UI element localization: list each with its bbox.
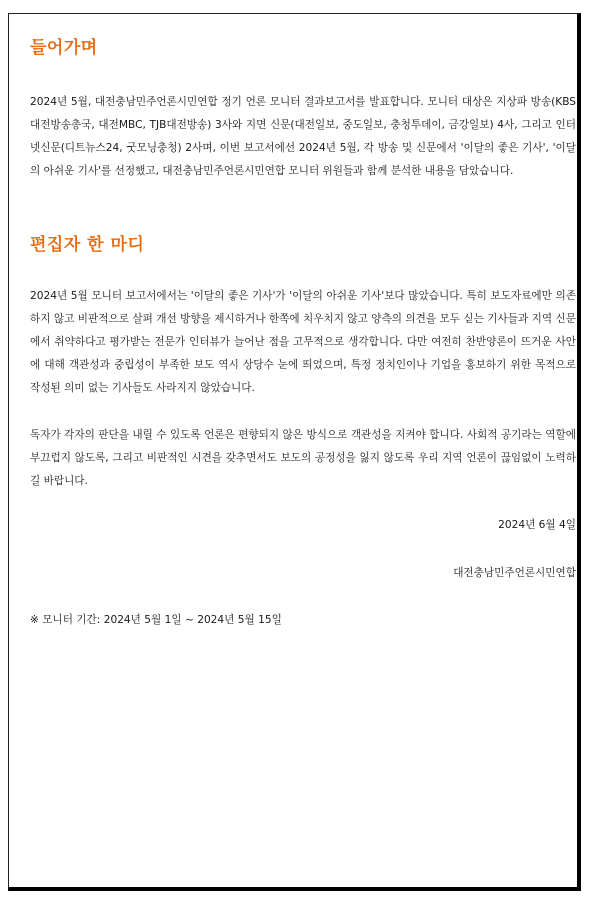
editor-heading: 편집자 한 마디 [30,235,145,255]
editor-paragraph-1: 2024년 5월 모니터 보고서에서는 '이달의 좋은 기사'가 '이달의 아쉬운 기사'보다 많았습니다. 특히 보도자료에만 의존하지 않고 비판적으로 살펴 개선 방향을 제시하거나 한쪽에 치우치지 않고 양측의 의견을 모두 싣는 기사들과 지역 신문에서 취약하다고 평가받는 전문가 인터뷰가 늘어난 점을 고무적으로 생각합니다. 다만 여전히 찬반양론이 뜨거운 사안에 대해 객관성과 중립성이 부족한 보도 역시 상당수 눈에 띄었으며, 특정 정치인이나 기업을 홍보하기 위한 목적으로 작성된 의미 없는 기사들도 사라지지 않았습니다. [30,290,576,394]
intro-paragraph: 2024년 5월, 대전충남민주언론시민연합 정기 언론 모니터 결과보고서를 발표합니다. 모니터 대상은 지상파 방송(KBS대전방송총국, 대전MBC, TJB대전방송) 3사와 지면 신문(대전일보, 중도일보, 충청투데이, 금강일보) 4사, 그리고 인터넷신문(디트뉴스24, 굿모닝충청) 2사며, 이번 보고서에선 2024년 5월, 각 방송 및 신문에서 '이달의 좋은 기사', '이달의 아쉬운 기사'를 선정했고, 대전충남민주언론시민연합 모니터 위원들과 함께 분석한 내용을 담았습니다. [30,96,576,177]
intro-heading: 들어가며 [30,38,98,58]
editor-paragraph-2: 독자가 각자의 판단을 내릴 수 있도록 언론은 편향되지 않은 방식으로 객관성을 지켜야 합니다. 사회적 공기라는 역할에 부끄럽지 않도록, 그리고 비판적인 시견을 갖추면서도 보도의 공정성을 잃지 않도록 우리 지역 언론이 끊임없이 노력하길 바랍니다. [30,429,576,487]
document-page [8,13,581,891]
report-date: 2024년 6월 4일 [498,519,576,531]
monitor-period-note: ※ 모니터 기간: 2024년 5월 1일 ~ 2024년 5월 15일 [30,614,282,626]
organization-name: 대전충남민주언론시민연합 [453,567,576,579]
